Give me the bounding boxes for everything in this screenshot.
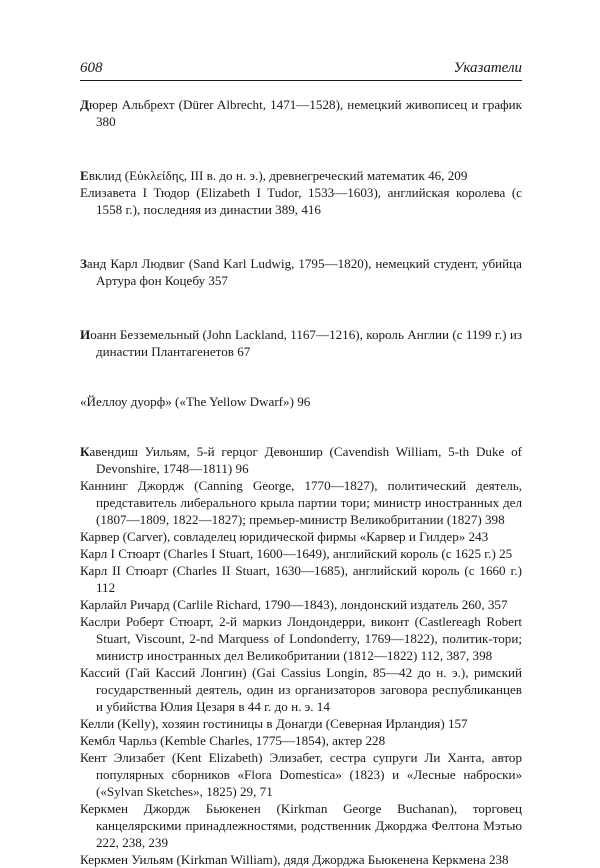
index-entry <box>80 851 522 868</box>
letter-initial: Е <box>80 168 89 183</box>
entry-text: Келли (Kelly), хозяин гостиницы в Донагди (Северная Ирландия) 157 <box>80 716 468 731</box>
index-entry <box>80 184 522 218</box>
running-title: Указатели <box>453 60 522 76</box>
index-entries <box>80 96 522 868</box>
entry-text: Каннинг Джордж (Canning George, 1770—1827), политический деятель, представитель либерального крыла партии тори; министр иностранных дел (1807—1809, 1822—1827); премьер-министр Великобритании (1827) 398 <box>80 478 522 527</box>
index-entry <box>80 326 522 360</box>
entry-text: оанн Безземельный (John Lackland, 1167—1216), король Англии (с 1199 г.) из династии Плантагенетов 67 <box>90 327 522 359</box>
index-entry <box>80 545 522 562</box>
entry-text: Карвер (Carver), совладелец юридической фирмы «Карвер и Гилдер» 243 <box>80 529 489 544</box>
letter-initial: К <box>80 444 90 459</box>
entry-text: анд Карл Людвиг (Sand Karl Ludwig, 1795—1820), немецкий студент, убийца Артура фон Коцебу 357 <box>86 256 522 288</box>
entry-text: Карл I Стюарт (Charles I Stuart, 1600—1649), английский король (с 1625 г.) 25 <box>80 546 513 561</box>
entry-text: Кембл Чарльз (Kemble Charles, 1775—1854), актер 228 <box>80 733 386 748</box>
index-entry <box>80 443 522 477</box>
page-number: 608 <box>80 60 103 76</box>
index-entry <box>80 477 522 528</box>
index-entry <box>80 749 522 800</box>
entry-text: вклид (Εὐκλείδης, III в. до н. э.), древнегреческий математик 46, 209 <box>88 168 468 183</box>
entry-text: Керкмен Уильям (Kirkman William), дядя Джорджа Бьюкенена Керкмена 238 <box>80 852 509 867</box>
index-entry <box>80 562 522 596</box>
index-entry <box>80 800 522 851</box>
letter-initial: З <box>80 256 87 271</box>
entry-text: «Йеллоу дуорф» («The Yellow Dwarf») 96 <box>80 394 311 409</box>
entry-text: авендиш Уильям, 5-й герцог Девоншир (Cavendish William, 5-th Duke of Devonshire, 1748—1811) 96 <box>89 444 522 476</box>
index-entry <box>80 167 522 184</box>
entry-text: Кент Элизабет (Kent Elizabeth) Элизабет, сестра супруги Ли Ханта, автор популярных сборников «Flora Domestica» (1823) и «Лесные наброски» («Sylvan Sketches», 1825) 29, 71 <box>80 750 522 799</box>
entry-text: Кассий (Гай Кассий Лонгин) (Gai Cassius Longin, 85—42 до н. э.), римский государственный деятель, один из организаторов заговора республиканцев и убийства Юлия Цезаря в 44 г. до н. э. 14 <box>80 665 522 714</box>
entry-text: Карл II Стюарт (Charles II Stuart, 1630—1685), английский король (с 1660 г.) 112 <box>80 563 522 595</box>
index-entry <box>80 255 522 289</box>
index-entry <box>80 393 522 410</box>
index-entry <box>80 613 522 664</box>
entry-text: юрер Альбрехт (Dürer Albrecht, 1471—1528), немецкий живописец и график 380 <box>89 97 522 129</box>
page-header <box>80 60 522 80</box>
letter-initial: Д <box>80 97 90 112</box>
index-entry <box>80 96 522 130</box>
index-entry <box>80 715 522 732</box>
entry-text: Карлайл Ричард (Carlile Richard, 1790—1843), лондонский издатель 260, 357 <box>80 597 508 612</box>
letter-initial: И <box>80 327 91 342</box>
entry-text: Елизавета I Тюдор (Elizabeth I Tudor, 1533—1603), английская королева (с 1558 г.), последняя из династии 389, 416 <box>80 185 522 217</box>
header-rule <box>80 80 522 81</box>
index-entry <box>80 664 522 715</box>
entry-text: Керкмен Джордж Бьюкенен (Kirkman George Buchanan), торговец канцелярскими принадлежностями, родственник Джорджа Фелтона Мэтью 222, 238, 239 <box>80 801 522 850</box>
index-entry <box>80 596 522 613</box>
entry-text: Каслри Роберт Стюарт, 2-й маркиз Лондондерри, виконт (Castlereagh Robert Stuart, Viscount, 2-nd Marquess of Londonderry, 1769—1822), политик-тори; министр иностранных дел Великобритании (1812—1822) 112, 387, 398 <box>80 614 522 663</box>
index-entry <box>80 732 522 749</box>
index-entry <box>80 528 522 545</box>
